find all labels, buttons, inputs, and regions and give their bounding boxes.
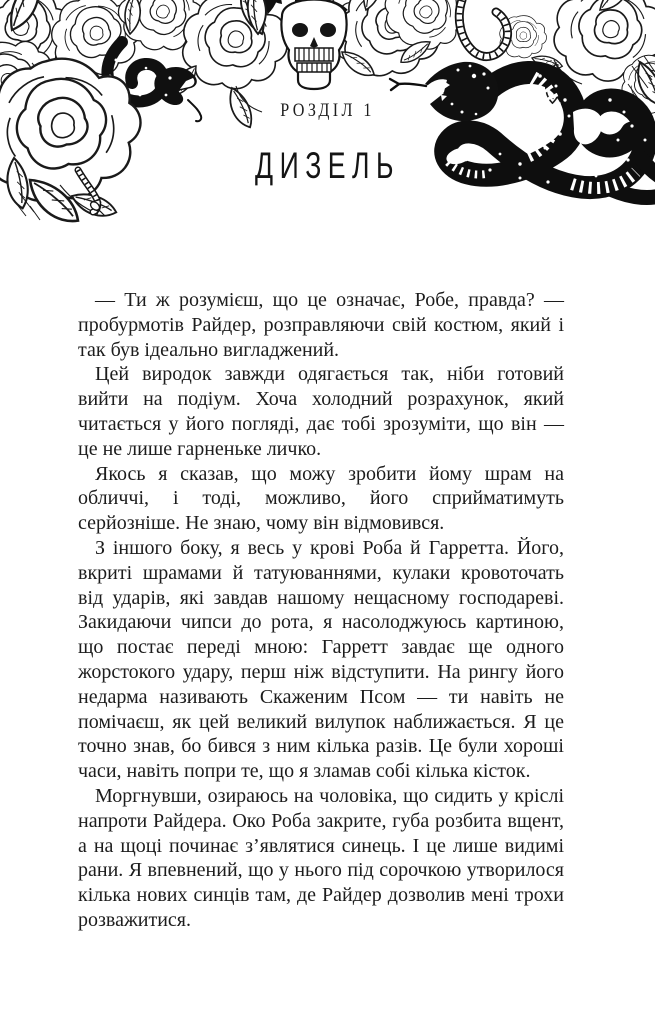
floral-skull-snakes-illustration: [0, 0, 655, 245]
outlined-snake-top-icon: [459, 0, 507, 57]
paragraph: Цей виродок завжди одягається так, ніби готовий вийти на подіум. Хоча холодний розрахунок, який читається у його погляді, дає тобі зрозуміти, що він — це не лише гарненьке личко.: [78, 363, 564, 460]
paragraph: Якось я сказав, що можу зробити йому шрам на обличчі, і тоді, можливо, його сприйматимуть серйозніше. Не знаю, чому він відмовився.: [78, 462, 564, 535]
chapter-label: РОЗДІЛ 1: [280, 100, 375, 121]
body-text: [78, 288, 564, 933]
paragraph: — Ти ж розумієш, що це означає, Робе, правда? — пробурмотів Райдер, розправляючи свій костюм, який і так був ідеально вигладжений.: [78, 289, 564, 361]
chapter-title: ДИЗЕЛЬ: [255, 145, 400, 186]
paragraph: З іншого боку, я весь у крові Роба й Гарретта. Його, вкриті шрамами й татуюваннями, кулаки кровоточать від ударів, які завдав нашому нещасному господареві. Закидаючи чипси до рота, я насолоджуюсь картиною, що постає переді мною: Гарретт завдає ще одного жорстокого удару, перш ніж відступити. На рингу його недарма називають Скаженим Псом — ти навіть не помічаєш, як цей великий вилупок наближається. Я це точно знав, бо бився з ним кілька разів. Це були хороші часи, навіть попри те, що я зламав собі кілька кісток.: [78, 536, 564, 783]
paragraph: Моргнувши, озираюсь на чоловіка, що сидить у кріслі напроти Райдера. Око Роба закрите, губа розбита вщент, а на щоці починає з’являтися синець. І це лише видимі рани. Я впевнений, що у нього під сорочкою утворилося кілька нових синців там, де Райдер дозволив мені трохи розважитися.: [78, 784, 564, 931]
